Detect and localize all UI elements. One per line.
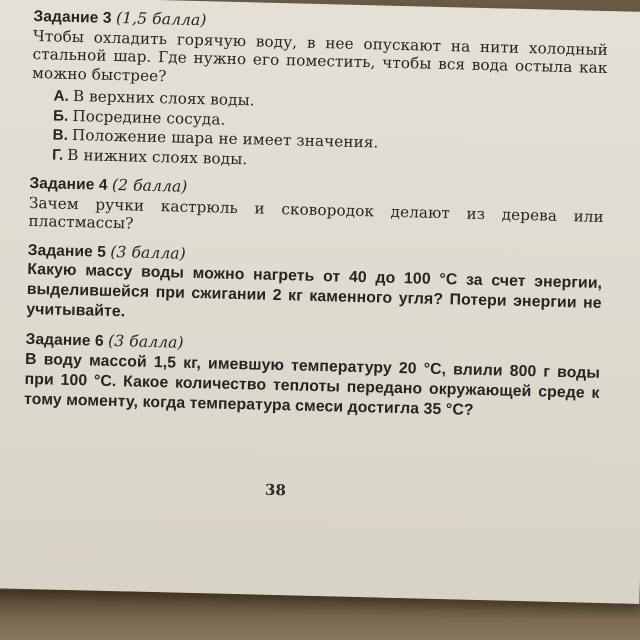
- page-content: [24, 7, 609, 423]
- task-5-title: Задание 5: [27, 241, 107, 261]
- task-5: [26, 240, 603, 334]
- option-g-text: В нижних слоях воды.: [67, 145, 248, 168]
- task-3-text: Чтобы охладить горячую воду, в нее опускают на нити холодный стальной шар. Где нужно его поместить, чтобы вся вода остыла как можно быстрее?: [31, 26, 609, 85]
- option-b-letter: Б.: [52, 106, 69, 125]
- option-a-letter: А.: [53, 87, 70, 105]
- page-number: 38: [264, 480, 287, 500]
- task-4: [28, 174, 604, 245]
- task-3: [30, 7, 609, 178]
- task-6: [24, 330, 601, 424]
- task-3-options: [52, 86, 607, 177]
- task-6-title: Задание 6: [25, 330, 104, 350]
- task-6-score: (3 балла): [107, 331, 184, 352]
- option-g-letter: Г.: [51, 145, 64, 164]
- task-4-score: (2 балла): [111, 175, 188, 196]
- task-5-score: (3 балла): [110, 242, 187, 263]
- task-4-text: Зачем ручки кастрюль и сковородок делают из дерева или пластмассы?: [28, 193, 605, 233]
- task-6-text: В воду массой 1,5 кг, имевшую температуру 20 °C, влили 800 г воды при 100 °C. Какое количество теплоты передано окружающей среде к тому моменту, когда температура смеси достигла 35 °C?: [23, 350, 601, 419]
- option-b-text: Посредине сосуда.: [72, 106, 226, 129]
- task-3-title: Задание 3: [33, 7, 112, 27]
- task-5-text: Какую массу воды можно нагреть от 40 до 100 °C за счет энергии, выделившейся при сжигании 2 кг каменного угля? Потери энергии не учитывайте.: [26, 260, 603, 321]
- option-a-text: В верхних слоях воды.: [72, 86, 255, 110]
- option-v-text: Положение шара не имеет значения.: [71, 125, 379, 152]
- task-4-title: Задание 4: [29, 174, 108, 194]
- task-3-score: (1,5 балла): [115, 8, 207, 30]
- option-v-letter: В.: [52, 126, 69, 144]
